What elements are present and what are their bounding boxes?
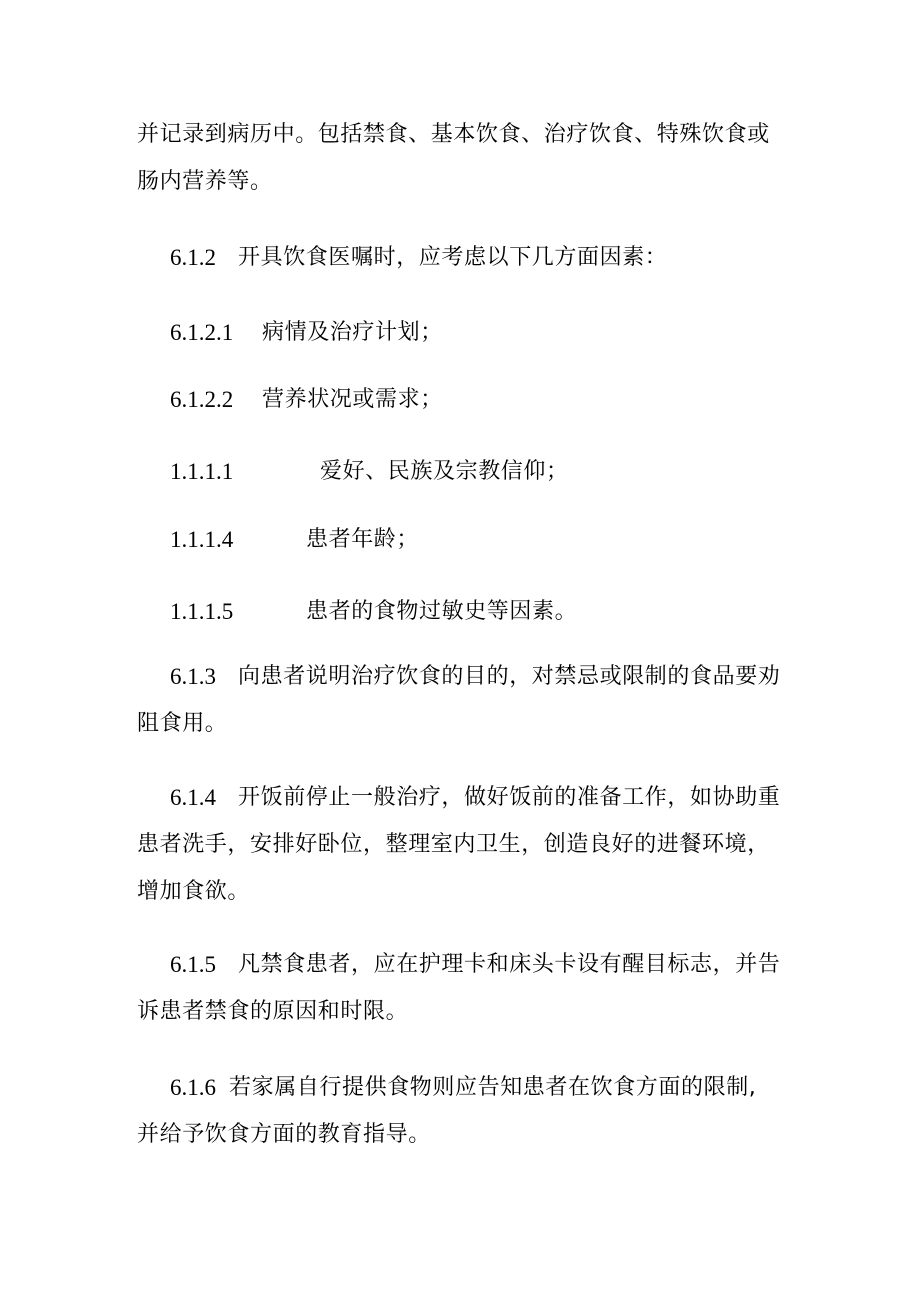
section-number: 6.1.5 [170, 952, 216, 977]
section-item [170, 385, 233, 415]
section-text: 患者的食物过敏史等因素。 [306, 599, 578, 624]
section-item [306, 525, 419, 555]
section-text: 增加食欲。 [137, 879, 251, 904]
section-text: 营养状况或需求； [262, 387, 443, 412]
section-text: 凡禁食患者，应在护理卡和床头卡设有醒目标志，并告 [238, 952, 781, 977]
section-text: 病情及治疗计划； [262, 320, 443, 345]
section-continuation [137, 997, 408, 1027]
section-text: 诉患者禁食的原因和时限。 [137, 999, 409, 1024]
section-item [229, 1073, 756, 1103]
section-number: 6.1.3 [170, 664, 216, 689]
section-number: 1.1.1.1 [170, 459, 234, 484]
section-text: 开具饮食医嘱时，应考虑以下几方面因素： [238, 245, 668, 270]
section-number: 6.1.2.1 [170, 320, 234, 345]
section-number: 6.1.6 [170, 1075, 216, 1100]
section-text: 患者洗手，安排好卧位，整理室内卫生，创造良好的进餐环境， [137, 832, 770, 857]
section-continuation [137, 1120, 431, 1150]
paragraph-line [137, 167, 273, 197]
section-item [238, 783, 780, 813]
section-item [306, 597, 577, 627]
section-number: 6.1.4 [170, 785, 216, 810]
section-text: 并给予饮食方面的教育指导。 [137, 1122, 431, 1147]
section-continuation [137, 830, 770, 860]
section-number: 1.1.1.5 [170, 599, 234, 624]
section-continuation [137, 709, 227, 739]
section-item [170, 783, 216, 813]
section-text: 爱好、民族及宗教信仰； [320, 459, 569, 484]
paragraph-text: 并记录到病历中。包括禁食、基本饮食、治疗饮食、特殊饮食或 [137, 122, 770, 147]
section-item [320, 457, 569, 487]
paragraph-text: 肠内营养等。 [137, 169, 273, 194]
section-continuation [137, 877, 250, 907]
section-text: 阻食用。 [137, 711, 228, 736]
section-text: 若家属自行提供食物则应告知患者在饮食方面的限制, [229, 1075, 757, 1100]
section-item [170, 950, 216, 980]
section-item [170, 597, 233, 627]
section-item [238, 662, 780, 692]
section-item [170, 457, 233, 487]
section-item [170, 1073, 216, 1103]
section-item [238, 243, 667, 273]
section-number: 1.1.1.4 [170, 527, 234, 552]
section-item [170, 243, 216, 273]
section-text: 向患者说明治疗饮食的目的，对禁忌或限制的食品要劝 [238, 664, 781, 689]
section-item [238, 950, 780, 980]
section-item [262, 385, 443, 415]
section-number: 6.1.2 [170, 245, 216, 270]
section-number: 6.1.2.2 [170, 387, 234, 412]
section-item [170, 525, 233, 555]
section-text: 患者年龄； [306, 527, 420, 552]
section-item [170, 662, 216, 692]
section-text: 开饭前停止一般治疗，做好饭前的准备工作，如协助重 [238, 785, 781, 810]
section-item [262, 318, 443, 348]
section-item [170, 318, 233, 348]
paragraph-line [137, 120, 770, 150]
